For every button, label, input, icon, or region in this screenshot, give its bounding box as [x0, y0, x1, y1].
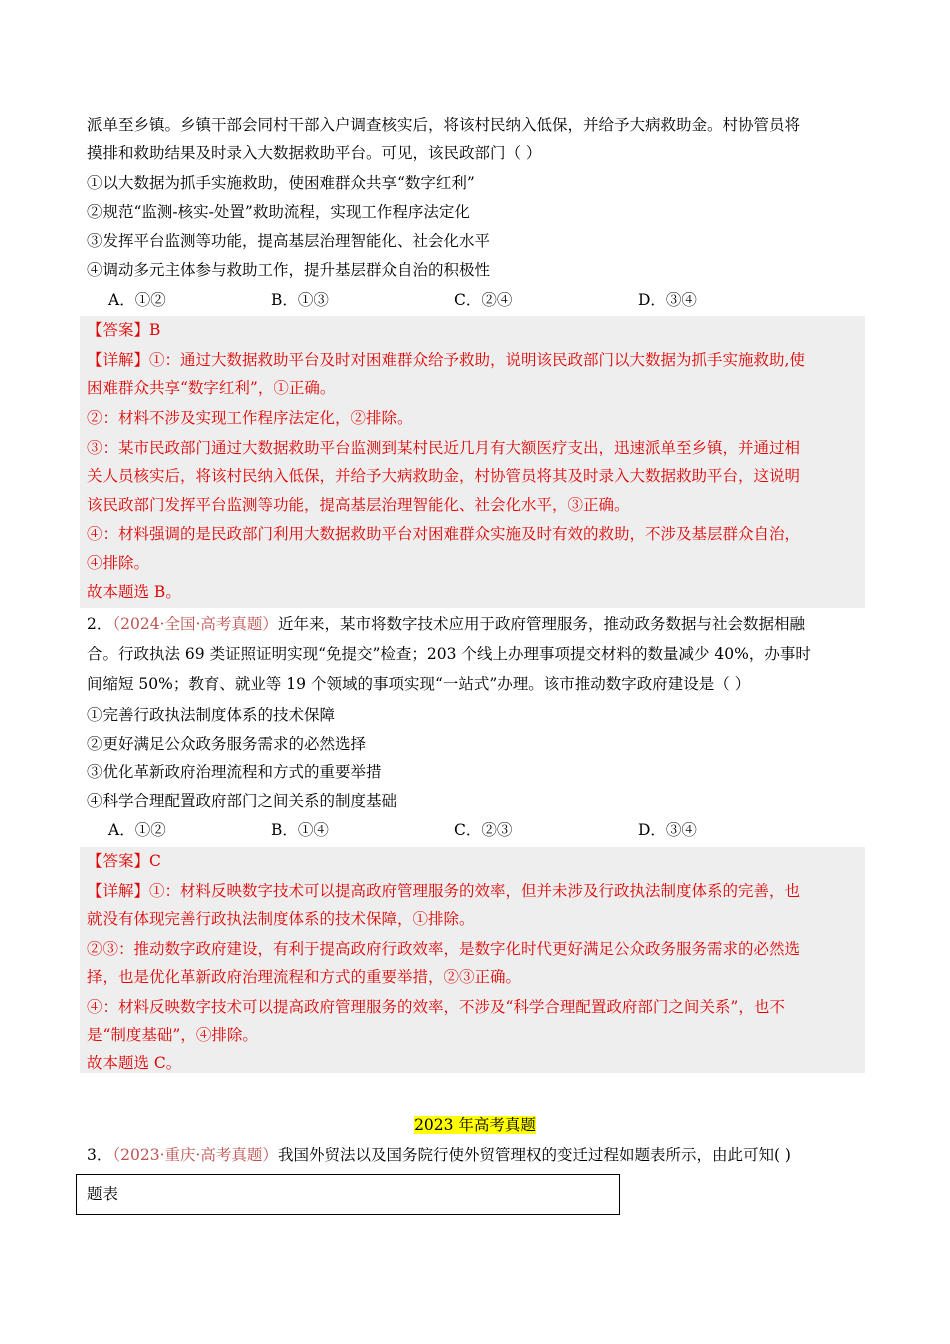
- q1-option-b: B．①③: [271, 291, 329, 309]
- q1-stem-line: 派单至乡镇。乡镇干部会同村干部入户调查核实后，将该村民纳入低保，并给予大病救助金。村协管员将: [87, 116, 801, 134]
- q3-source: （2023·重庆·高考真题）: [112, 1146, 278, 1164]
- q2-statement: ②更好满足公众政务服务需求的必然选择: [87, 735, 367, 753]
- q1-detail-line: ④：材料强调的是民政部门利用大数据救助平台对困难群众实施及时有效的救助，不涉及基层群众自治，: [87, 525, 801, 543]
- q1-option-a: A．①②: [108, 291, 166, 309]
- q2-number: 2．: [87, 615, 113, 633]
- q1-statement: ②规范“监测-核实-处置”救助流程，实现工作程序法定化: [87, 203, 470, 221]
- q2-detail-line: 就没有体现完善行政执法制度体系的技术保障，①排除。: [87, 910, 475, 928]
- q2-statement: ①完善行政执法制度体系的技术保障: [87, 706, 336, 724]
- q1-stem-line: 摸排和救助结果及时录入大数据救助平台。可见，该民政部门（ ）: [87, 144, 542, 162]
- q2-source: （2024·全国·高考真题）: [112, 615, 278, 633]
- q3-table-caption: 题表: [87, 1185, 119, 1203]
- q2-stem-line: 合。行政执法 69 类证照证明实现“免提交”检查；203 个线上办理事项提交材料的数量减少 40%，办事时: [87, 645, 811, 663]
- q1-detail-line: ④排除。: [87, 554, 150, 572]
- q3-table: [76, 1174, 620, 1215]
- q2-detail-line: ④：材料反映数字技术可以提高政府管理服务的效率，不涉及“科学合理配置政府部门之间关系”，也不: [87, 998, 785, 1016]
- q1-detail-line: 困难群众共享“数字红利”，①正确。: [87, 379, 336, 397]
- q2-option-b: B．①④: [271, 821, 329, 839]
- q2-detail-line: 【详解】①：材料反映数字技术可以提高政府管理服务的效率，但并未涉及行政执法制度体系的完善，也: [87, 882, 801, 900]
- q2-detail-line: 择，也是优化革新政府治理流程和方式的重要举措，②③正确。: [87, 968, 522, 986]
- q3-number: 3．: [87, 1146, 113, 1164]
- q2-stem-line: 间缩短 50%；教育、就业等 19 个领域的事项实现“一站式”办理。该市推动数字政府建设是（ ）: [87, 675, 751, 693]
- q2-option-a: A．①②: [108, 821, 166, 839]
- q2-detail-line: 是“制度基础”，④排除。: [87, 1026, 258, 1044]
- q1-detail-line: 该民政部门发挥平台监测等功能，提高基层治理智能化、社会化水平，③正确。: [87, 496, 630, 514]
- q2-option-d: D．③④: [638, 821, 697, 839]
- q2-statement: ④科学合理配置政府部门之间关系的制度基础: [87, 792, 398, 810]
- q1-detail-line: 【详解】①：通过大数据救助平台及时对困难群众给予救助，说明该民政部门以大数据为抓手实施救助,使: [87, 351, 805, 369]
- q1-answer: 【答案】B: [87, 321, 161, 339]
- q1-option-d: D．③④: [638, 291, 697, 309]
- q3-stem-line: [87, 1145, 867, 1165]
- q1-detail-line: ③：某市民政部门通过大数据救助平台监测到某村民近几月有大额医疗支出，迅速派单至乡镇，并通过相: [87, 439, 801, 457]
- q1-statement: ①以大数据为抓手实施救助，使困难群众共享“数字红利”: [87, 174, 475, 192]
- q2-detail-line: ②③：推动数字政府建设，有利于提高政府行政效率，是数字化时代更好满足公众政务服务需求的必然选: [87, 940, 801, 958]
- q2-stem-first-line: [87, 614, 867, 634]
- q1-detail-line: 关人员核实后，将该村民纳入低保，并给予大病救助金，村协管员将其及时录入大数据救助平台，这说明: [87, 467, 801, 485]
- q2-statement: ③优化革新政府治理流程和方式的重要举措: [87, 763, 382, 781]
- q2-answer: 【答案】C: [87, 852, 161, 870]
- q1-option-c: C．②④: [454, 291, 513, 309]
- q1-detail-line: 故本题选 B。: [87, 583, 181, 601]
- q1-statement: ③发挥平台监测等功能，提高基层治理智能化、社会化水平: [87, 232, 491, 250]
- section-title-text: 2023 年高考真题: [414, 1116, 536, 1134]
- q1-statement: ④调动多元主体参与救助工作，提升基层群众自治的积极性: [87, 261, 491, 279]
- q1-detail-line: ②：材料不涉及实现工作程序法定化，②排除。: [87, 409, 413, 427]
- q2-stem-text: 近年来，某市将数字技术应用于政府管理服务，推动政务数据与社会数据相融: [277, 615, 805, 633]
- q2-detail-line: 故本题选 C。: [87, 1054, 182, 1072]
- q3-stem-text: 我国外贸法以及国务院行使外贸管理权的变迁过程如题表所示，由此可知( ): [277, 1146, 791, 1164]
- q2-option-c: C．②③: [454, 821, 513, 839]
- section-title: [0, 1115, 950, 1135]
